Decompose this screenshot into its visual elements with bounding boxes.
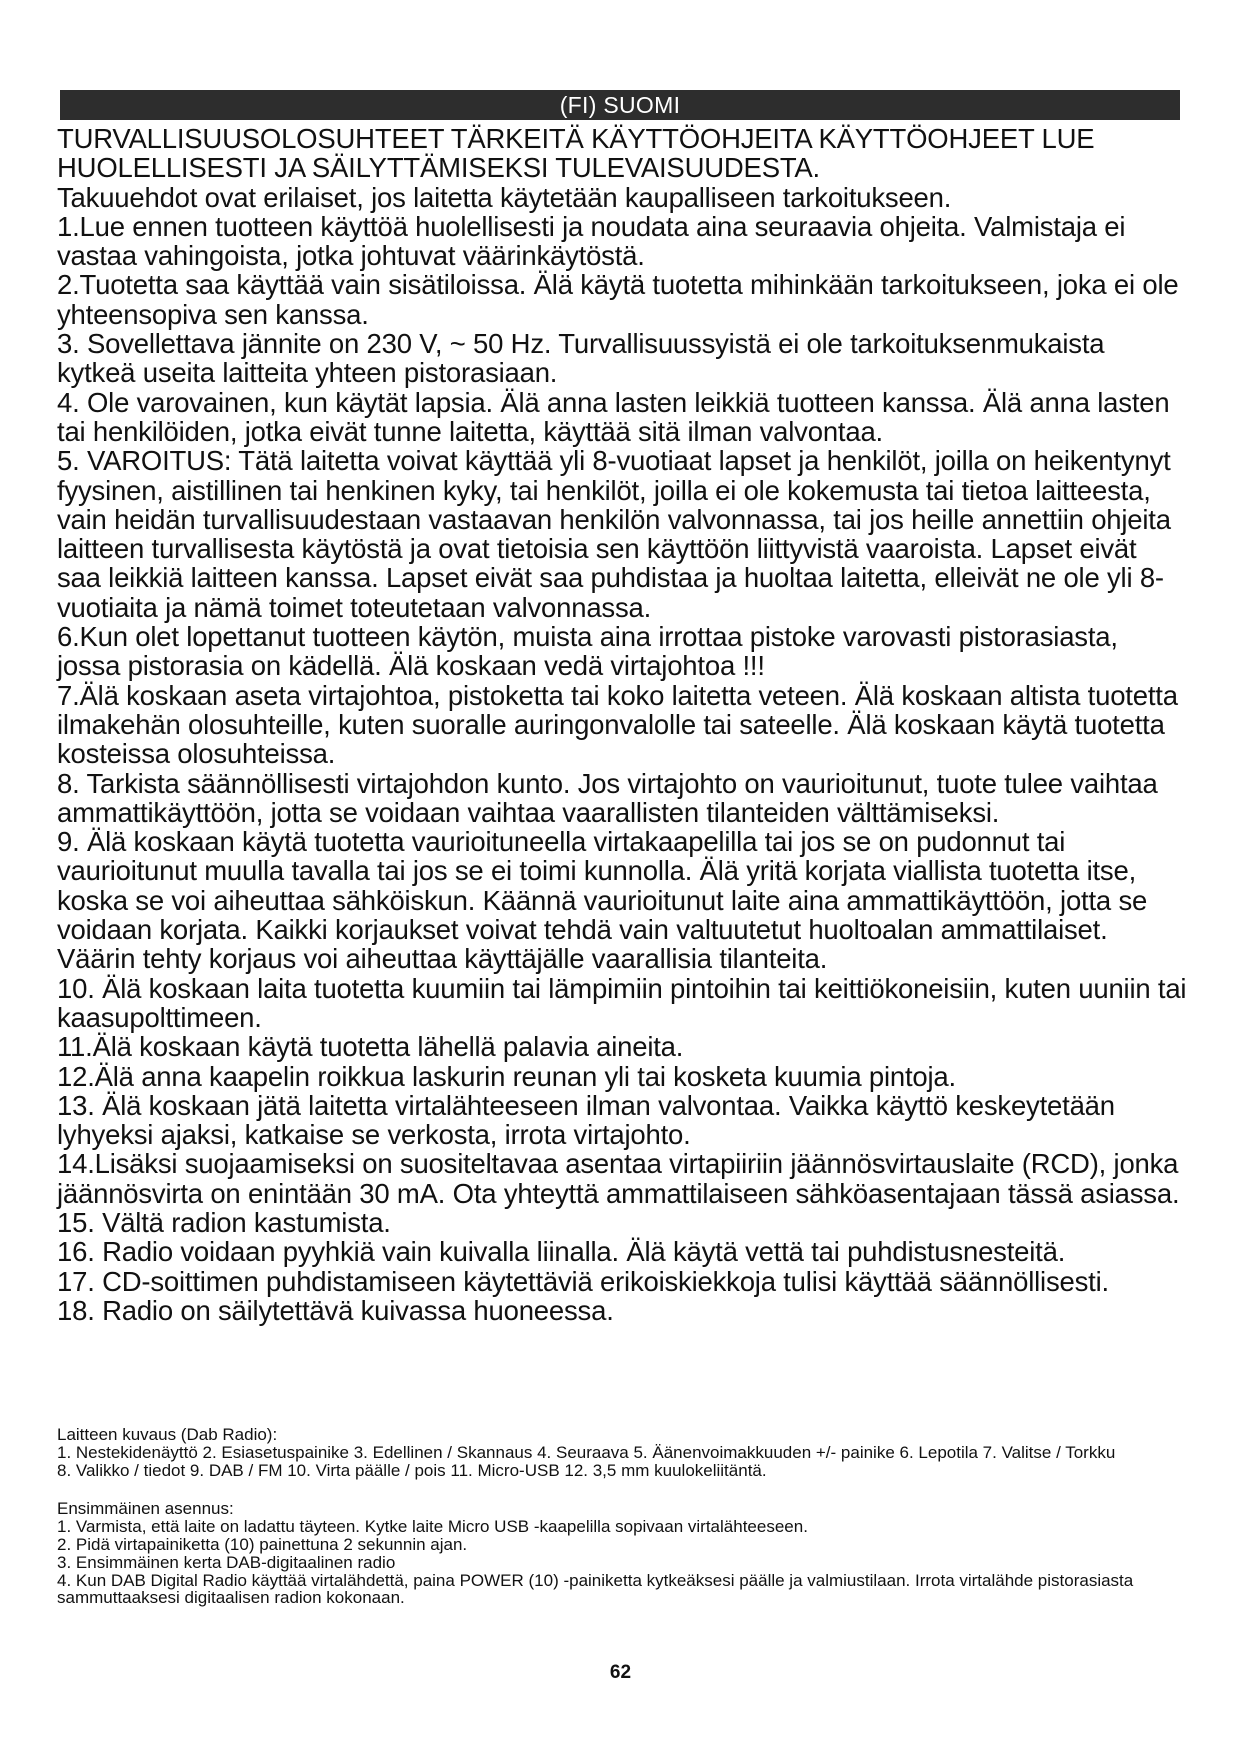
section-spacer: [57, 1479, 1187, 1500]
safety-item: 7.Älä koskaan aseta virtajohtoa, pistoketta tai koko laitetta veteen. Älä koskaan altista tuotetta ilmakehän olosuhteille, kuten suoralle auringonvalolle tai sateelle. Älä koskaan käytä tuotetta kosteissa olosuhteissa.: [57, 679, 1178, 770]
safety-item: 15. Vältä radion kastumista.: [57, 1206, 391, 1238]
safety-item: 12.Älä anna kaapelin roikkua laskurin reunan yli tai kosketa kuumia pintoja.: [57, 1060, 956, 1092]
safety-item: 3. Sovellettava jännite on 230 V, ~ 50 Hz. Turvallisuussyistä ei ole tarkoituksenmukaista kytkeä useita laitteita yhteen pistorasiaan.: [57, 328, 1105, 389]
safety-instructions: [57, 124, 1187, 1325]
safety-item: 6.Kun olet lopettanut tuotteen käytön, muista aina irrottaa pistoke varovasti pistorasiasta, jossa pistorasia on kädellä. Älä koskaan vedä virtajohtoa !!!: [57, 621, 1118, 682]
warranty-note: Takuuehdot ovat erilaiset, jos laitetta käytetään kaupalliseen tarkoitukseen.: [57, 181, 952, 213]
safety-item: 11.Älä koskaan käytä tuotetta lähellä palavia aineita.: [57, 1031, 684, 1063]
language-header-bar: [60, 90, 1180, 120]
safety-item: 14.Lisäksi suojaamiseksi on suositeltavaa asentaa virtapiiriin jäännösvirtauslaite (RCD), jonka jäännösvirta on enintään 30 mA. Ota yhteyttä ammattilaiseen sähköasentajaan tässä asiassa.: [57, 1148, 1180, 1209]
safety-item: 10. Älä koskaan laita tuotetta kuumiin tai lämpimiin pintoihin tai keittiökoneisiin, kuten uuniin tai kaasupolttimeen.: [57, 972, 1187, 1033]
first-use-step: 2. Pidä virtapainiketta (10) painettuna 2 sekunnin ajan.: [57, 1534, 468, 1554]
device-parts-line: 8. Valikko / tiedot 9. DAB / FM 10. Virta päälle / pois 11. Micro-USB 12. 3,5 mm kuulokeliitäntä.: [57, 1460, 767, 1480]
safety-item: 16. Radio voidaan pyyhkiä vain kuivalla liinalla. Älä käytä vettä tai puhdistusnesteitä.: [57, 1236, 1066, 1268]
device-info-section: [57, 1426, 1187, 1607]
safety-item: 8. Tarkista säännöllisesti virtajohdon kunto. Jos virtajohto on vaurioitunut, tuote tulee vaihtaa ammattikäyttöön, jotta se voidaan vaihtaa vaarallisten tilanteiden välttämiseksi.: [57, 767, 1158, 828]
safety-heading: TURVALLISUUSOLOSUHTEET TÄRKEITÄ KÄYTTÖOHJEITA KÄYTTÖOHJEET LUE HUOLELLISESTI JA SÄILYTTÄMISEKSI TULEVAISUUDESTA.: [57, 123, 1095, 184]
first-use-step: 3. Ensimmäinen kerta DAB-digitaalinen radio: [57, 1552, 396, 1572]
safety-item: 4. Ole varovainen, kun käytät lapsia. Älä anna lasten leikkiä tuotteen kanssa. Älä anna lasten tai henkilöiden, jotka eivät tunne laitetta, käyttää sitä ilman valvontaa.: [57, 386, 1170, 447]
device-parts-line: 1. Nestekidenäyttö 2. Esiasetuspainike 3. Edellinen / Skannaus 4. Seuraava 5. Äänenvoimakkuuden +/- painike 6. Lepotila 7. Valitse / Torkku: [57, 1442, 1116, 1462]
safety-item: 5. VAROITUS: Tätä laitetta voivat käyttää yli 8-vuotiaat lapset ja henkilöt, joilla on heikentynyt fyysinen, aistillinen tai henkinen kyky, tai henkilöt, joilla ei ole kokemusta tai tietoa laitteesta, vain heidän turvallisuudestaan vastaavan henkilön valvonnassa, tai jos heille annettiin ohjeita laitteen turvallisesta käytöstä ja ovat tietoisia sen käyttöön liittyvistä vaaroista. Lapset eivät saa leikkiä laitteen kanssa. Lapset eivät saa puhdistaa ja huoltaa laitetta, elleivät ne ole yli 8-vuotiaita ja nämä toimet toteutetaan valvonnassa.: [57, 445, 1171, 623]
safety-item: 9. Älä koskaan käytä tuotetta vaurioituneella virtakaapelilla tai jos se on pudonnut tai vaurioitunut muulla tavalla tai jos se ei toimi kunnolla. Älä yritä korjata viallista tuotetta itse, koska se voi aiheuttaa sähköiskun. Käännä vaurioitunut laite aina ammattikäyttöön, jotta se voidaan korjata. Kaikki korjaukset voivat tehdä vain valtuutetut huoltoalan ammattilaiset. Väärin tehty korjaus voi aiheuttaa käyttäjälle vaarallisia tilanteita.: [57, 826, 1148, 975]
first-use-title: Ensimmäinen asennus:: [57, 1499, 234, 1519]
page-number: 62: [609, 1662, 632, 1683]
language-title: (FI) SUOMI: [559, 92, 681, 118]
safety-item: 13. Älä koskaan jätä laitetta virtalähteeseen ilman valvontaa. Vaikka käyttö keskeytetään lyhyeksi ajaksi, katkaise se verkosta, irrota virtajohto.: [57, 1089, 1115, 1151]
safety-item: 2.Tuotetta saa käyttää vain sisätiloissa. Älä käytä tuotetta mihinkään tarkoitukseen, joka ei ole yhteensopiva sen kanssa.: [57, 269, 1179, 330]
safety-item: 1.Lue ennen tuotteen käyttöä huolellisesti ja noudata aina seuraavia ohjeita. Valmistaja ei vastaa vahingoista, jotka johtuvat väärinkäytöstä.: [57, 210, 1126, 272]
safety-item: 17. CD-soittimen puhdistamiseen käytettäviä erikoiskiekkoja tulisi käyttää säännöllisesti.: [57, 1265, 1109, 1297]
device-description-title: Laitteen kuvaus (Dab Radio):: [57, 1425, 278, 1444]
first-use-step: 1. Varmista, että laite on ladattu täyteen. Kytke laite Micro USB -kaapelilla sopivaan virtalähteeseen.: [57, 1517, 808, 1537]
safety-item: 18. Radio on säilytettävä kuivassa huoneessa.: [57, 1294, 614, 1326]
first-use-step: 4. Kun DAB Digital Radio käyttää virtalähdettä, paina POWER (10) -painiketta kytkeäksesi päälle ja valmiustilaan. Irrota virtalähde pistorasiasta sammuttaaksesi digitaalisen radion kokonaan.: [57, 1570, 1134, 1608]
